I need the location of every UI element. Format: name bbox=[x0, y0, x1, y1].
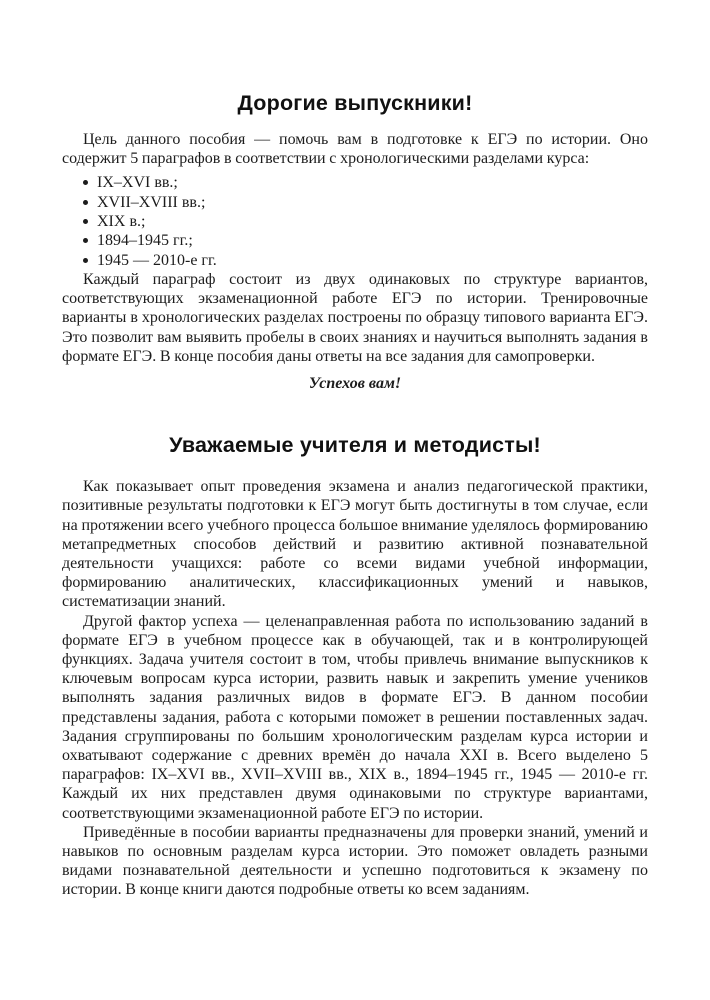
heading-teachers: Уважаемые учителя и методисты! bbox=[169, 433, 541, 458]
bullet-icon bbox=[83, 200, 88, 205]
period-label: XIX в.; bbox=[97, 213, 146, 230]
paragraph-experience: Как показывает опыт проведения экзамена и анализ педагогической практики, позитивные результаты подготовки к ЕГЭ могут быть достигнуты в том случае, если на протяжении всего учебного процесса большое внимание уделялось формированию метапредметных способов действий и развитию активной познавательной деятельности учащихся: работе со всеми видами учебной информации, формированию аналитических, классификационных умений и навыков, систематизации знаний. bbox=[62, 478, 648, 611]
paragraph-intro: Цель данного пособия — помочь вам в подготовке к ЕГЭ по истории. Оно содержит 5 параграфов в соответствии с хронологическими разделами курса: bbox=[62, 131, 648, 168]
period-label: IX–XVI вв.; bbox=[97, 174, 178, 192]
period-list bbox=[62, 173, 648, 269]
paragraph-structure: Каждый параграф состоит из двух одинаковых по структуре вариантов, соответствующих экзаменационной работе ЕГЭ по истории. Тренировочные варианты в хронологических разделах построены по образцу типового варианта ЕГЭ. Это позволит вам выявить пробелы в своих знаниях и научиться выполнять задания в формате ЕГЭ. В конце пособия даны ответы на все задания для самопроверки. bbox=[62, 270, 648, 365]
bullet-icon bbox=[83, 219, 88, 224]
period-list-item bbox=[62, 193, 648, 212]
heading-graduates: Дорогие выпускники! bbox=[237, 91, 473, 115]
paragraph-success-factor: Другой фактор успеха — целенаправленная работа по использованию заданий в формате ЕГЭ в учебном процессе как в обучающей, так и в контролирующей функциях. Задача учителя состоит в том, чтобы привлечь внимание выпускников к ключевым вопросам курса истории, развить навык и закрепить умение учеников выполнять задания различных видов в формате ЕГЭ. В данном пособии представлены задания, работа с которыми поможет в решении поставленных задач. Задания сгруппированы по большим хронологическим разделам курса истории и охватывают содержание с древних времён до начала XXI в. Всего выделено 5 параграфов: IX–XVI вв., XVII–XVIII вв., XIX в., 1894–1945 гг., 1945 — 2010-е гг. Каждый их них представлен двумя одинаковыми по структуре вариантами, соответствующими экзаменационной работе ЕГЭ по истории. bbox=[62, 612, 648, 822]
paragraph-variants-purpose: Приведённые в пособии варианты предназначены для проверки знаний, умений и навыков по основным разделам курса истории. Это поможет овладеть разными видами познавательной деятельности и успешно подготовиться к экзамену по истории. В конце книги даются подробные ответы ко всем заданиям. bbox=[62, 823, 648, 899]
period-list-item bbox=[62, 212, 648, 231]
bullet-icon bbox=[83, 258, 88, 263]
period-list-item bbox=[62, 173, 648, 192]
signature-wish: Успехов вам! bbox=[308, 374, 402, 392]
period-list-item bbox=[62, 231, 648, 250]
period-label: 1945 — 2010-е гг. bbox=[97, 251, 217, 269]
period-label: 1894–1945 гг.; bbox=[97, 232, 193, 250]
period-label: XVII–XVIII вв.; bbox=[97, 193, 206, 211]
bullet-icon bbox=[83, 238, 88, 243]
period-list-item bbox=[62, 251, 648, 270]
bullet-icon bbox=[83, 180, 88, 185]
